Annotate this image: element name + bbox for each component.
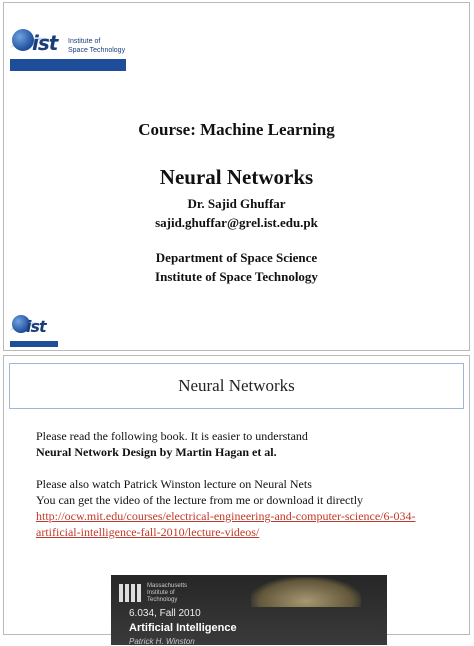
course-title: Course: Machine Learning — [138, 120, 335, 139]
logo-band — [10, 341, 58, 347]
globe-icon — [12, 29, 34, 51]
slide-title: Neural Networks — [159, 165, 314, 189]
ist-logo — [10, 25, 126, 71]
logo-band — [10, 59, 126, 71]
video-title: Artificial Intelligence — [129, 622, 237, 634]
logo-mark: ist — [32, 31, 58, 55]
title-slide — [3, 2, 470, 351]
lecture-video-thumbnail[interactable] — [111, 575, 387, 645]
mit-logo-icon — [119, 584, 141, 602]
video-course: 6.034, Fall 2010 — [129, 608, 201, 619]
logo-text — [68, 37, 125, 55]
author-email: sajid.ghuffar@grel.ist.edu.pk — [155, 215, 318, 230]
mit-name-line1: Massachusetts — [147, 583, 188, 589]
slide-title-box — [9, 363, 464, 409]
ist-logo-small — [10, 311, 58, 347]
author-name: Dr. Sajid Ghuffar — [187, 196, 286, 211]
link-line2: artificial-intelligence-fall-2010/lecture-videos/ — [36, 525, 260, 539]
mit-name — [147, 583, 187, 604]
body-line: Please read the following book. It is easier to understand — [36, 429, 308, 443]
body-line: You can get the video of the lecture from me or download it directly — [36, 493, 364, 507]
logo-mark-small: ist — [26, 317, 46, 336]
body-line: Please also watch Patrick Winston lecture on Neural Nets — [36, 477, 312, 491]
department-name: Department of Space Science — [155, 250, 318, 265]
logo-name-line2: Space Technology — [68, 47, 126, 54]
institute-name: Institute of Space Technology — [155, 269, 318, 284]
dome-image — [251, 577, 361, 607]
slide-title: Neural Networks — [178, 376, 295, 395]
mit-name-line3: Technology — [147, 597, 178, 603]
link-line1: http://ocw.mit.edu/courses/electrical-engineering-and-computer-science/6-034- — [36, 509, 416, 523]
video-author: Patrick H. Winston — [129, 637, 195, 646]
lecture-videos-link[interactable] — [36, 508, 466, 540]
content-slide — [3, 355, 470, 646]
book-title: Neural Network Design by Martin Hagan et al. — [36, 445, 277, 459]
slide-body — [36, 428, 466, 540]
mit-name-line2: Institute of — [147, 590, 175, 596]
logo-name-line1: Institute of — [68, 38, 101, 45]
